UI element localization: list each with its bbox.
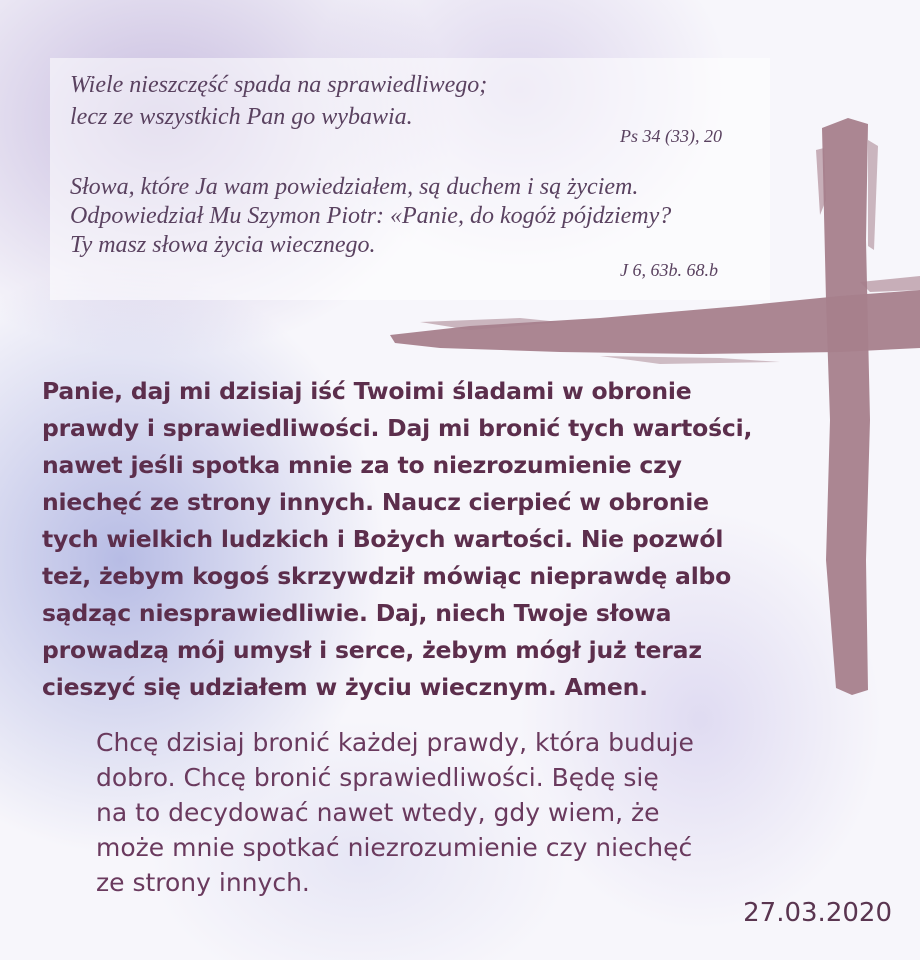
resolution-line: na to decydować nawet wtedy, gdy wiem, że [96,798,660,827]
verse-reference: J 6, 63b. 68.b [620,260,718,280]
prayer-line: nawet jeśli spotka mnie za to niezrozumienie czy [42,451,682,479]
verse-line: Ty masz słowa życia wiecznego. [70,232,376,258]
prayer-line: sądząc niesprawiedliwie. Daj, niech Twoje słowa [42,599,672,627]
prayer-line: cieszyć się udziałem w życiu wiecznym. Amen. [42,673,648,701]
prayer-line: Panie, daj mi dzisiaj iść Twoimi śladami w obronie [42,377,692,405]
verse-line: Odpowiedział Mu Szymon Piotr: «Panie, do kogóż pójdziemy? [70,203,672,229]
verse-reference: Ps 34 (33), 20 [620,126,722,146]
prayer-line: niechęć ze strony innych. Naucz cierpieć w obronie [42,488,709,516]
resolution-line: może mnie spotkać niezrozumienie czy niechęć [96,833,693,862]
resolution-line: ze strony innych. [96,868,310,897]
prayer-line: prowadzą mój umysł i serce, żebym mógł już teraz [42,636,702,664]
prayer-line: prawdy i sprawiedliwości. Daj mi bronić tych wartości, [42,414,753,442]
verse-line: lecz ze wszystkich Pan go wybawia. [70,104,413,130]
verse-line: Słowa, które Ja wam powiedziałem, są duchem i są życiem. [70,174,639,200]
prayer-line: też, żebym kogoś skrzywdził mówiąc nieprawdę albo [42,562,732,590]
resolution-line: dobro. Chcę bronić sprawiedliwości. Będę się [96,763,659,792]
verse-line: Wiele nieszczęść spada na sprawiedliwego; [70,72,488,98]
resolution-line: Chcę dzisiaj bronić każdej prawdy, która buduje [96,728,694,757]
date-label: 27.03.2020 [743,898,892,928]
prayer-line: tych wielkich ludzkich i Bożych wartości. Nie pozwól [42,525,724,553]
